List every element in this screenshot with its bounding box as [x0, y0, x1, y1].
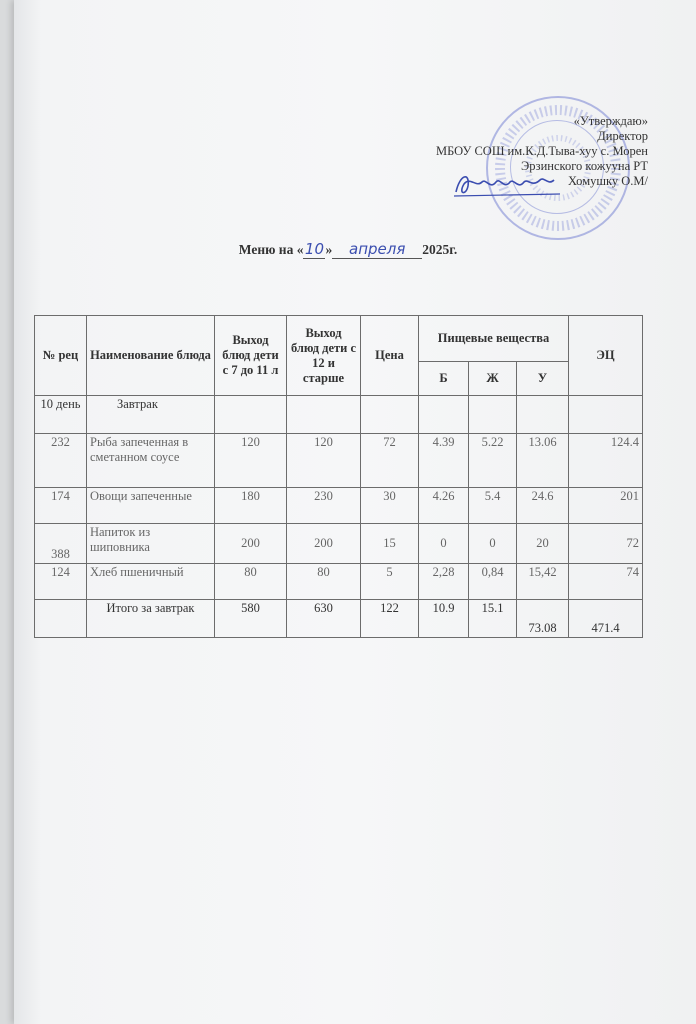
section-day: 10 день	[35, 396, 87, 434]
cell-price: 5	[361, 564, 419, 600]
approval-line: Эрзинского кожууна РТ	[520, 159, 648, 173]
cell-ec: 124.4	[569, 434, 643, 488]
table-row	[35, 564, 643, 600]
cell-name: Овощи запеченные	[87, 488, 215, 524]
page-title	[0, 240, 696, 259]
table-row	[35, 488, 643, 524]
header-b: Б	[419, 362, 469, 396]
cell-num: 232	[35, 434, 87, 488]
header-num: № рец	[35, 316, 87, 396]
cell-num: 174	[35, 488, 87, 524]
cell-price: 30	[361, 488, 419, 524]
cell-out1: 200	[215, 524, 287, 564]
cell-zh: 0	[469, 524, 517, 564]
cell-b: 2,28	[419, 564, 469, 600]
cell-u: 13.06	[517, 434, 569, 488]
header-nutrients: Пищевые вещества	[419, 316, 569, 362]
approval-line: Директор	[597, 129, 648, 143]
table-row	[35, 524, 643, 564]
cell-u: 24.6	[517, 488, 569, 524]
header-price: Цена	[361, 316, 419, 396]
total-b: 10.9	[419, 600, 469, 638]
title-prefix: Меню на «	[238, 242, 304, 257]
table-row	[35, 434, 643, 488]
cell-b: 0	[419, 524, 469, 564]
header-out1: Выход блюд дети с 7 до 11 л	[215, 316, 287, 396]
cell-ec: 72	[569, 524, 643, 564]
cell-name: Напиток из шиповника	[87, 524, 215, 564]
approval-line: «Утверждаю»	[573, 114, 648, 128]
cell-price: 15	[361, 524, 419, 564]
header-out2: Выход блюд дети с 12 и старше	[287, 316, 361, 396]
cell-price: 72	[361, 434, 419, 488]
cell-ec: 74	[569, 564, 643, 600]
section-meal: Завтрак	[87, 396, 215, 434]
signature	[450, 168, 570, 200]
total-label: Итого за завтрак	[87, 600, 215, 638]
title-month: апреля	[349, 240, 406, 258]
header-u: У	[517, 362, 569, 396]
cell-out2: 80	[287, 564, 361, 600]
cell-out2: 200	[287, 524, 361, 564]
cell-b: 4.39	[419, 434, 469, 488]
total-price: 122	[361, 600, 419, 638]
header-zh: Ж	[469, 362, 517, 396]
cell-b: 4.26	[419, 488, 469, 524]
approval-line: Хомушку О.М/	[567, 174, 648, 188]
cell-name: Хлеб пшеничный	[87, 564, 215, 600]
total-out1: 580	[215, 600, 287, 638]
cell-out1: 120	[215, 434, 287, 488]
total-u: 73.08	[517, 600, 569, 638]
total-out2: 630	[287, 600, 361, 638]
header-name: Наименование блюда	[87, 316, 215, 396]
title-mid: »	[325, 242, 333, 257]
cell-u: 15,42	[517, 564, 569, 600]
cell-out1: 180	[215, 488, 287, 524]
cell-name: Рыба запеченная в сметанном соусе	[87, 434, 215, 488]
total-zh: 15.1	[469, 600, 517, 638]
cell-num: 124	[35, 564, 87, 600]
total-ec: 471.4	[569, 600, 643, 638]
cell-zh: 0,84	[469, 564, 517, 600]
cell-out2: 230	[287, 488, 361, 524]
cell-zh: 5.22	[469, 434, 517, 488]
header-ec: ЭЦ	[569, 316, 643, 396]
cell-out2: 120	[287, 434, 361, 488]
menu-table	[34, 315, 643, 638]
total-row	[35, 600, 643, 638]
title-day: 10	[304, 240, 325, 258]
cell-u: 20	[517, 524, 569, 564]
cell-num: 388	[35, 524, 87, 564]
cell-out1: 80	[215, 564, 287, 600]
title-suffix: 2025г.	[422, 242, 458, 257]
approval-line: МБОУ СОШ им.К.Д.Тыва-хуу с. Морен	[435, 144, 648, 158]
cell-zh: 5.4	[469, 488, 517, 524]
cell-ec: 201	[569, 488, 643, 524]
